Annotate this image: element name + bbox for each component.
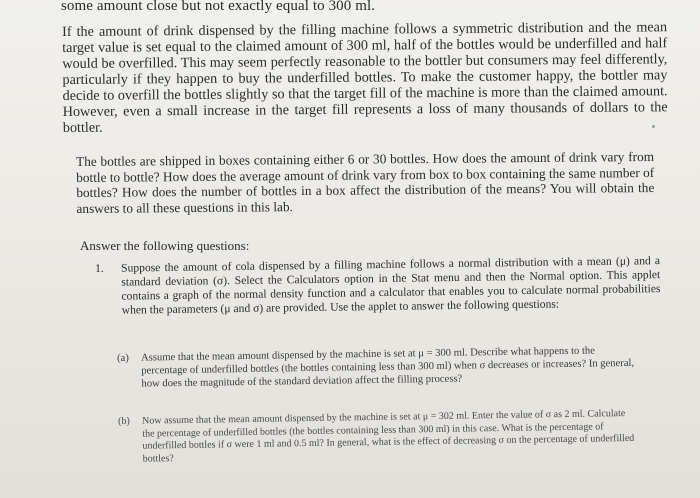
margin-mark [652,125,655,128]
previous-section-text: some amount close but not exactly equal to 300 ml. [61,0,376,14]
question-1-text: Suppose the amount of cola dispensed by a filling machine follows a normal distribution with a mean (μ) and a standard deviation (σ). Select the Calculators option in the Stat menu and then the Normal option. This applet contains a graph of the normal density function and a calculator that enables you to calculate normal probabilities when the parameters (μ and σ) are provided. Use the applet to answer the following questions: [120,254,661,317]
question-1 [95,254,661,318]
question-1a [117,344,638,391]
question-1a-text: Assume that the mean amount dispensed by the machine is set at μ = 300 ml. Describe what happens to the percentage of underfilled bottles (the bottles containing less than 300 ml) when σ decreases or increases? In general, how does the magnitude of the standard deviation affect the filling process? [141,345,635,390]
question-1-number: 1. [95,261,104,275]
question-1b [118,408,639,466]
question-1b-text: Now assume that the mean amount dispensed by the machine is set at μ = 302 ml. Enter the value of σ as 2 ml. Calculate the percentage of underfilled bottles (the bottles containing less than 300 ml) in this case. What is the percentage of underfilled bottles if σ were 1 ml and 0.5 ml? In general, what is the effect of decreasing σ on the percentage of underfilled bottles? [141,408,635,465]
lab-description-paragraph: The bottles are shipped in boxes containing either 6 or 30 bottles. How does the amount of drink vary from bottle to bottle? How does the average amount of drink vary from box to box containing the same number of bottles? How does the number of bottles in a box affect the distribution of the means? You will obtain the answers to all these questions in this lab. [76,148,655,216]
question-1a-label: (a) [117,352,129,364]
intro-paragraph: If the amount of drink dispensed by the filling machine follows a symmetric distribution and the mean target value is set equal to the claimed amount of 300 ml, half of the bottles would be underfilled and half would be overfilled. This may seem perfectly reasonable to the bottler but consumers may feel differently, particularly if they happen to buy the underfilled bottles. To make the customer happy, the bottler may decide to overfill the bottles slightly so that the target fill of the machine is more than the claimed amount. However, even a small increase in the target fill represents a loss of many thousands of dollars to the bottler. [62,19,668,136]
question-1b-label: (b) [118,415,130,427]
questions-heading: Answer the following questions: [80,238,250,253]
